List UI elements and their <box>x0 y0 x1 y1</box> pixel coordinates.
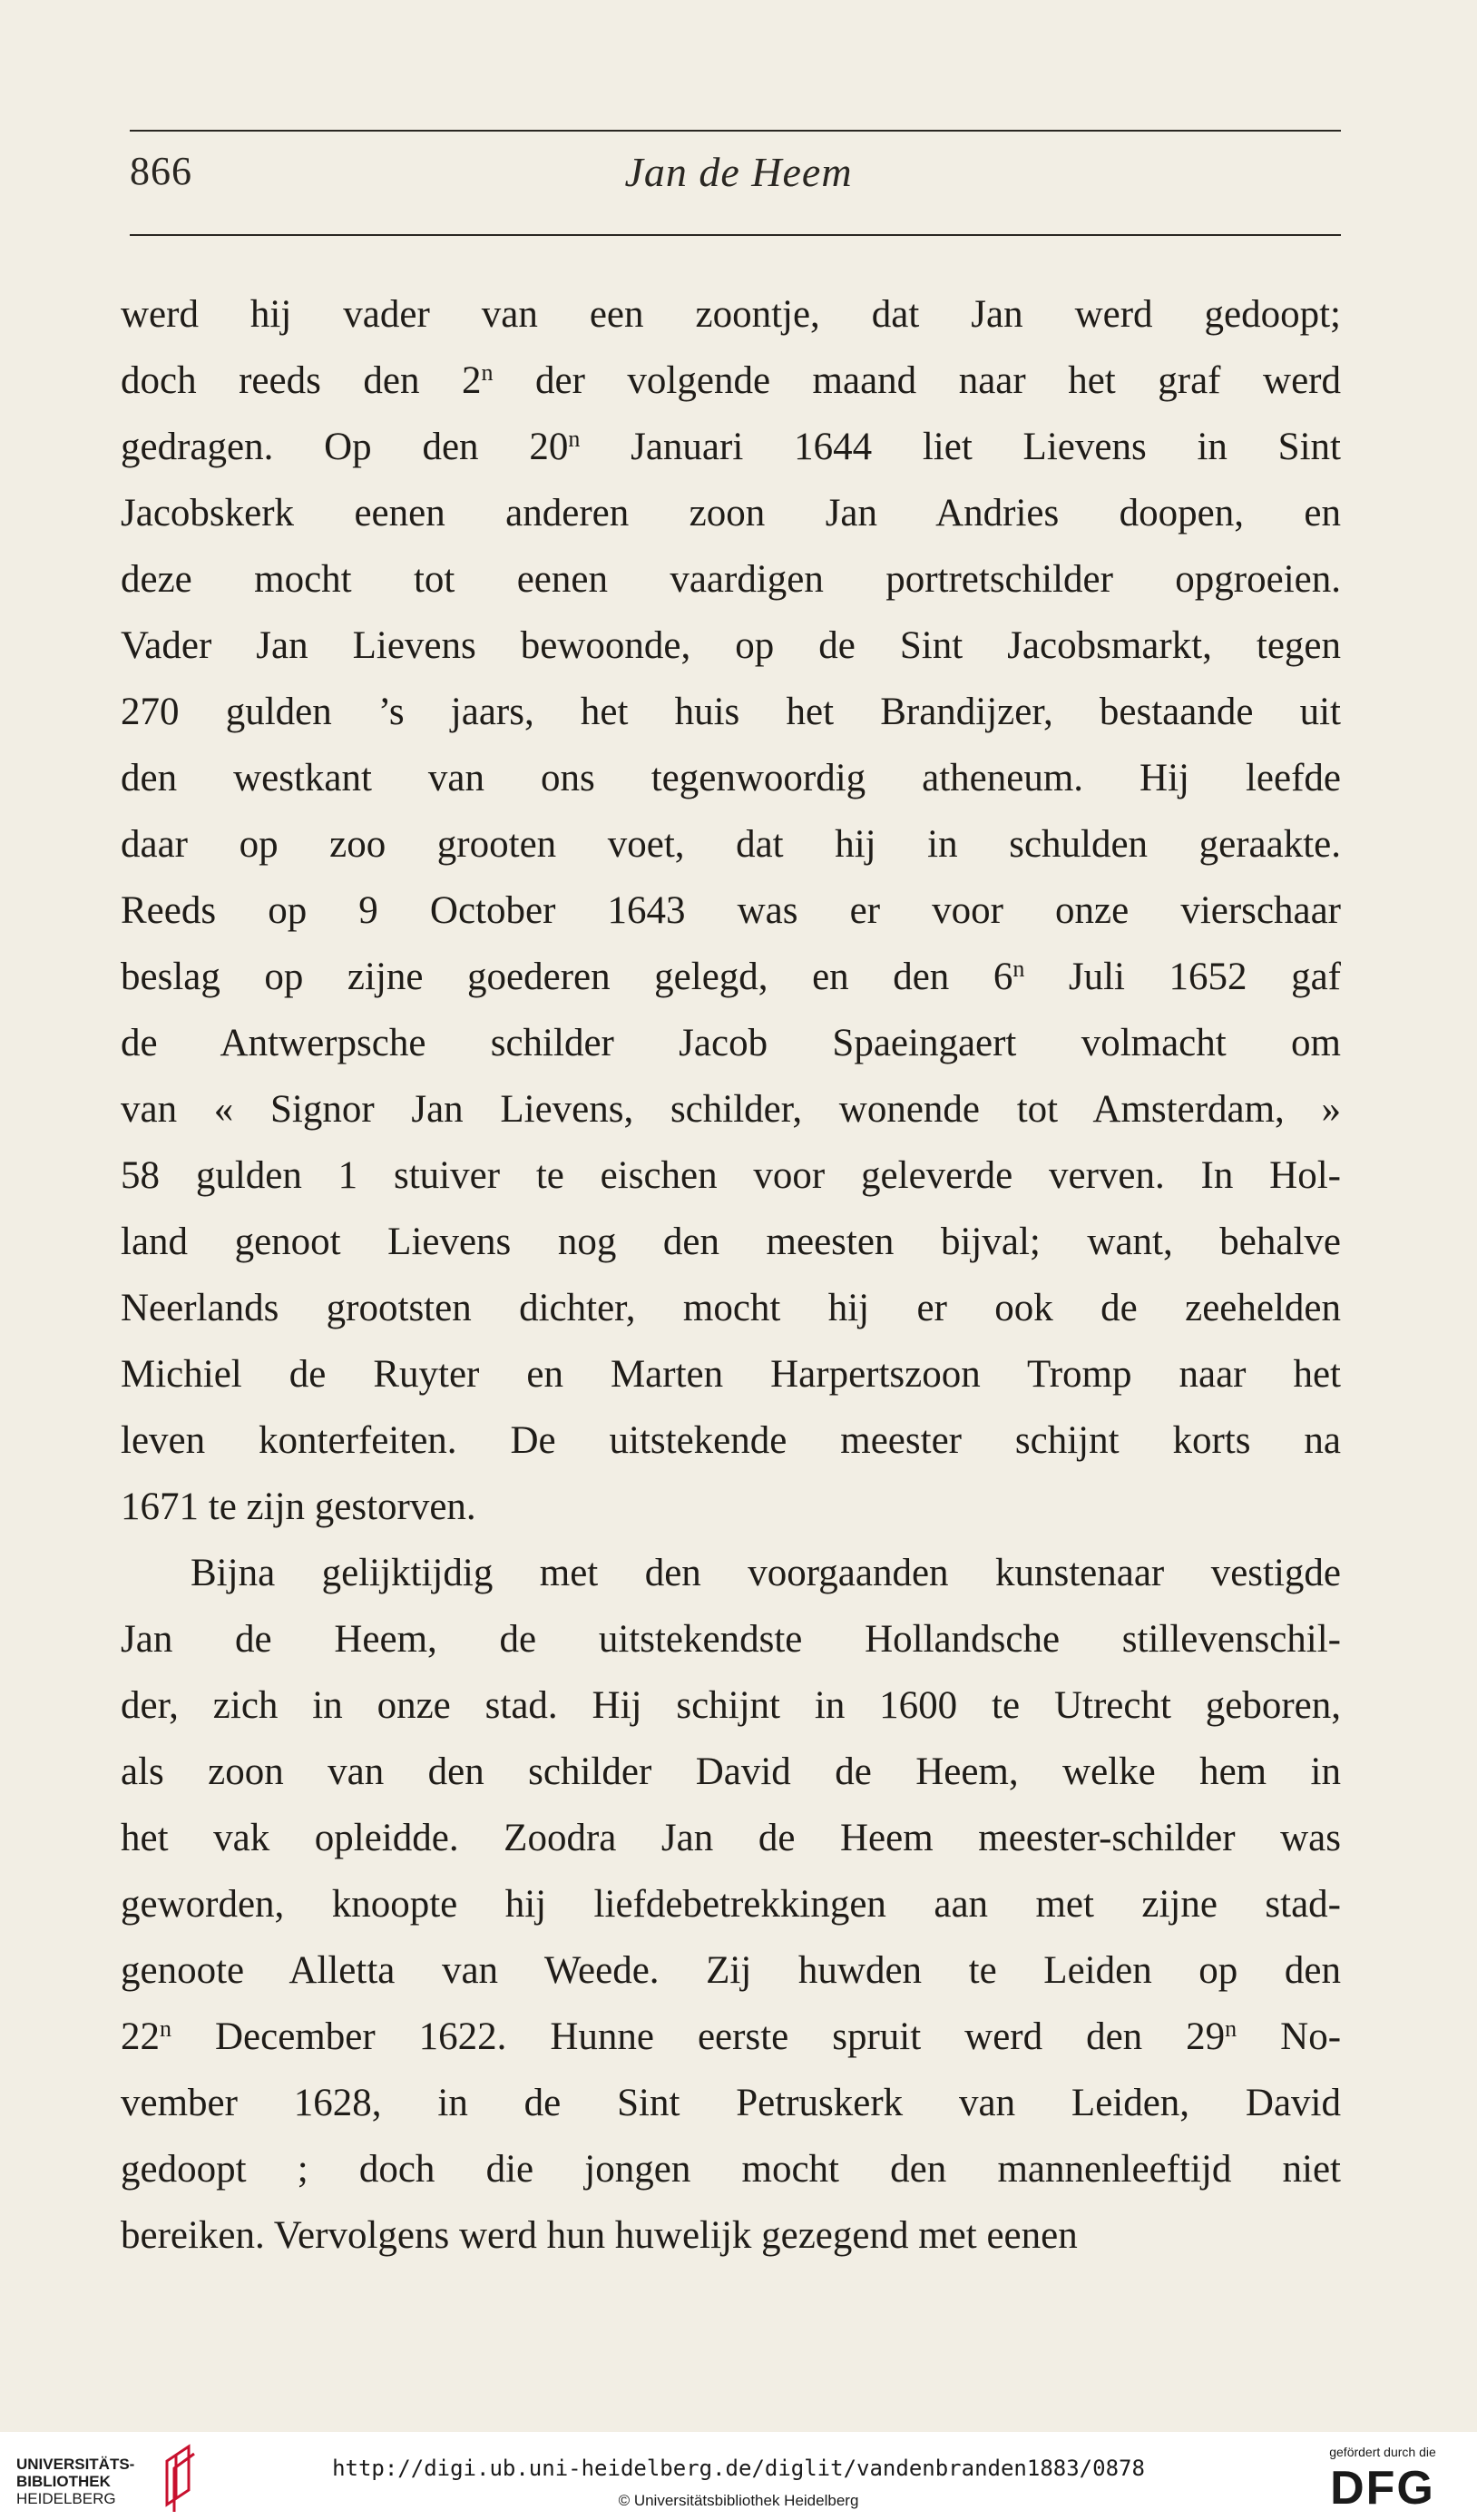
text-segment: genoote Alletta van Weede. Zij huwden te Leiden op den <box>121 1949 1341 1992</box>
text-line <box>121 2070 1341 2136</box>
text-line <box>121 281 1341 348</box>
text-segment: 1671 te zijn gestorven. <box>121 1486 476 1528</box>
copyright-notice: © Universitätsbibliothek Heidelberg <box>618 2492 859 2509</box>
text-line <box>121 546 1341 613</box>
text-line <box>121 480 1341 546</box>
text-segment: 22 <box>121 2015 160 2058</box>
text-segment: der, zich in onze stad. Hij schijnt in 1600 te Utrecht geboren, <box>121 1684 1341 1727</box>
text-segment: Juli 1652 gaf <box>1024 956 1341 998</box>
funder-label: gefördert durch die <box>1329 2445 1436 2459</box>
text-segment: Januari 1644 liet Lievens in Sint <box>580 426 1341 468</box>
text-segment: Reeds op 9 October 1643 was er voor onze vierschaar <box>121 889 1341 932</box>
text-line <box>121 1341 1341 1407</box>
text-line <box>121 1474 1341 1540</box>
text-line <box>121 679 1341 745</box>
text-segment: December 1622. Hunne eerste spruit werd den 29 <box>171 2015 1226 2058</box>
header-bottom-rule <box>130 234 1341 236</box>
text-segment: geworden, knoopte hij liefdebetrekkingen aan met zijne stad- <box>121 1883 1341 1926</box>
text-segment: Vader Jan Lievens bewoonde, op de Sint Jacobsmarkt, tegen <box>121 624 1341 667</box>
text-segment: gedoopt ; doch die jongen mocht den mannenleeftijd niet <box>121 2148 1341 2191</box>
dfg-logo[interactable]: DFG <box>1330 2462 1435 2515</box>
text-line <box>121 414 1341 480</box>
text-line <box>121 944 1341 1010</box>
text-line <box>121 1010 1341 1076</box>
permalink-url[interactable]: http://digi.ub.uni-heidelberg.de/diglit/vandenbranden1883/0878 <box>332 2456 1145 2481</box>
page-number: 866 <box>130 149 192 193</box>
text-line <box>121 1076 1341 1142</box>
text-segment: als zoon van den schilder David de Heem, welke hem in <box>121 1750 1341 1793</box>
text-line <box>121 2136 1341 2202</box>
text-line <box>121 2004 1341 2070</box>
library-name-line: BIBLIOTHEK <box>16 2473 111 2490</box>
text-line <box>121 1275 1341 1341</box>
text-segment: 270 gulden ’s jaars, het huis het Brandijzer, bestaande uit <box>121 691 1341 733</box>
text-segment: bereiken. Vervolgens werd hun huwelijk gezegend met eenen <box>121 2214 1078 2257</box>
text-segment: den westkant van ons tegenwoordig atheneum. Hij leefde <box>121 757 1341 799</box>
text-segment: gedragen. Op den 20 <box>121 426 569 468</box>
text-line <box>121 1540 1341 1606</box>
text-segment: daar op zoo grooten voet, dat hij in schulden geraakte. <box>121 823 1341 866</box>
superscript: n <box>1225 2015 1237 2042</box>
text-line <box>121 1672 1341 1739</box>
text-segment: Bijna gelijktijdig met den voorgaanden kunstenaar vestigde <box>191 1552 1341 1594</box>
library-name-line: HEIDELBERG <box>16 2490 116 2507</box>
text-line <box>121 1407 1341 1474</box>
text-segment: Jacobskerk eenen anderen zoon Jan Andries doopen, en <box>121 492 1341 534</box>
text-line <box>121 1805 1341 1871</box>
text-line <box>121 348 1341 414</box>
running-title: Jan de Heem <box>624 149 853 195</box>
text-segment: het vak opleidde. Zoodra Jan de Heem meester-schilder was <box>121 1817 1341 1859</box>
superscript: n <box>160 2015 171 2042</box>
text-segment: 58 gulden 1 stuiver te eischen voor geleverde verven. In Hol- <box>121 1154 1341 1197</box>
text-segment: deze mocht tot eenen vaardigen portretschilder opgroeien. <box>121 558 1341 601</box>
superscript: n <box>568 426 581 452</box>
text-segment: vember 1628, in de Sint Petruskerk van Leiden, David <box>121 2082 1341 2124</box>
text-segment: Michiel de Ruyter en Marten Harpertszoon Tromp naar het <box>121 1353 1341 1396</box>
superscript: n <box>1012 956 1025 982</box>
superscript: n <box>481 359 494 386</box>
text-line <box>121 1937 1341 2004</box>
text-segment: van « Signor Jan Lievens, schilder, wonende tot Amsterdam, » <box>121 1088 1341 1131</box>
text-segment: No- <box>1237 2015 1342 2058</box>
text-segment: der volgende maand naar het graf werd <box>493 359 1341 402</box>
text-segment: land genoot Lievens nog den meesten bijval; want, behalve <box>121 1221 1341 1263</box>
text-segment: de Antwerpsche schilder Jacob Spaeingaert volmacht om <box>121 1022 1341 1064</box>
text-line <box>121 1142 1341 1209</box>
header-top-rule <box>130 130 1341 132</box>
text-segment: doch reeds den 2 <box>121 359 482 402</box>
body-text <box>121 281 1341 2269</box>
text-line <box>121 1209 1341 1275</box>
text-line <box>121 1606 1341 1672</box>
text-segment: beslag op zijne goederen gelegd, en den 6 <box>121 956 1013 998</box>
text-line <box>121 1739 1341 1805</box>
text-line <box>121 878 1341 944</box>
text-segment: leven konterfeiten. De uitstekende meester schijnt korts na <box>121 1419 1341 1462</box>
text-line <box>121 811 1341 878</box>
library-name-line: UNIVERSITÄTS- <box>16 2456 135 2473</box>
text-line <box>121 613 1341 679</box>
text-segment: Jan de Heem, de uitstekendste Hollandsche stillevenschil- <box>121 1618 1341 1661</box>
text-segment: werd hij vader van een zoontje, dat Jan werd gedoopt; <box>121 293 1341 336</box>
text-line <box>121 1871 1341 1937</box>
text-segment: Neerlands grootsten dichter, mocht hij er ook de zeehelden <box>121 1287 1341 1329</box>
text-line <box>121 745 1341 811</box>
text-line <box>121 2202 1341 2269</box>
